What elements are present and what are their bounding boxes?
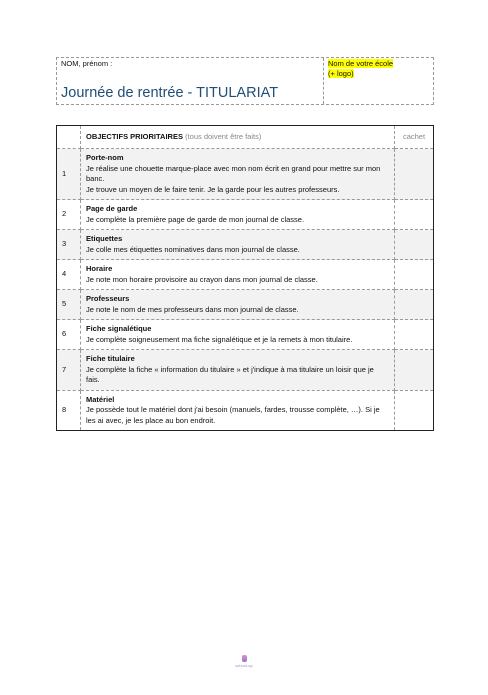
document-header <box>56 57 434 105</box>
row-number: 5 <box>57 290 81 320</box>
cachet-label: cachet <box>402 131 426 141</box>
cachet-cell[interactable] <box>395 290 434 320</box>
objective-description: Je complète la fiche « information du titulaire » et j'indique à ma titulaire un loisir que je fais. <box>86 364 374 384</box>
objectives-title: OBJECTIFS PRIORITAIRES <box>86 131 183 141</box>
header-num-cell <box>57 126 81 149</box>
objective-description: Je complète soigneusement ma fiche signalétique et je la remets à mon titulaire. <box>86 334 353 344</box>
objective-title: Page de garde <box>86 204 138 213</box>
cachet-cell[interactable] <box>395 149 434 200</box>
student-name-box[interactable] <box>57 58 324 104</box>
cachet-cell[interactable] <box>395 390 434 431</box>
objective-cell <box>81 260 395 290</box>
logo-mark-icon <box>242 655 247 662</box>
cachet-cell[interactable] <box>395 260 434 290</box>
school-name-placeholder: Nom de votre école <box>328 59 394 68</box>
objective-description: Je complète la première page de garde de mon journal de classe. <box>86 214 305 224</box>
objective-title: Horaire <box>86 264 113 273</box>
table-header-row <box>57 126 434 149</box>
objective-description: Je possède tout le matériel dont j'ai besoin (manuels, fardes, trousse complète, …). Si je les ai avec, je les place au bon endroit. <box>86 405 380 425</box>
school-logo-box <box>324 58 433 104</box>
row-number: 7 <box>57 350 81 391</box>
objective-cell <box>81 320 395 350</box>
objectives-table <box>56 125 434 431</box>
cachet-cell[interactable] <box>395 350 434 391</box>
cachet-cell[interactable] <box>395 230 434 260</box>
objective-title: Etiquettes <box>86 234 123 243</box>
row-number: 1 <box>57 149 81 200</box>
objective-description-extra: Je trouve un moyen de le faire tenir. Je la garde pour les autres professeurs. <box>86 184 340 194</box>
name-label: NOM, prénom : <box>61 59 113 68</box>
row-number: 8 <box>57 390 81 431</box>
objective-cell <box>81 390 395 431</box>
row-number: 4 <box>57 260 81 290</box>
school-logo-placeholder: (+ logo) <box>328 69 354 78</box>
row-number: 6 <box>57 320 81 350</box>
objective-cell <box>81 149 395 200</box>
objective-cell <box>81 200 395 230</box>
school-placeholder <box>328 59 393 79</box>
table-row <box>57 200 434 230</box>
objective-title: Porte-nom <box>86 153 124 162</box>
objectives-subtitle: (tous doivent être faits) <box>185 131 262 141</box>
footer-logo-text: school-up <box>235 663 253 668</box>
table-row <box>57 320 434 350</box>
objective-title: Matériel <box>86 394 115 404</box>
table-row <box>57 390 434 431</box>
row-number: 2 <box>57 200 81 230</box>
table-row <box>57 230 434 260</box>
objective-description: Je colle mes étiquettes nominatives dans mon journal de classe. <box>86 244 300 254</box>
objective-cell <box>81 290 395 320</box>
objective-description: Je réalise une chouette marque-place avec mon nom écrit en grand pour mettre sur mon banc. <box>86 163 381 183</box>
cachet-cell[interactable] <box>395 320 434 350</box>
objective-cell <box>81 350 395 391</box>
table-row <box>57 260 434 290</box>
footer-logo <box>232 655 256 668</box>
header-objectives-cell <box>81 126 395 149</box>
page-title: Journée de rentrée - TITULARIAT <box>61 85 279 101</box>
table-row <box>57 149 434 200</box>
objective-description: Je note le nom de mes professeurs dans mon journal de classe. <box>86 304 299 314</box>
objective-title: Fiche titulaire <box>86 354 135 363</box>
objective-title: Professeurs <box>86 294 130 303</box>
cachet-cell[interactable] <box>395 200 434 230</box>
objective-title: Fiche signalétique <box>86 324 152 333</box>
table-row <box>57 290 434 320</box>
table-row <box>57 350 434 391</box>
header-cachet-cell <box>395 126 434 149</box>
objective-description: Je note mon horaire provisoire au crayon dans mon journal de classe. <box>86 274 318 284</box>
objective-cell <box>81 230 395 260</box>
row-number: 3 <box>57 230 81 260</box>
